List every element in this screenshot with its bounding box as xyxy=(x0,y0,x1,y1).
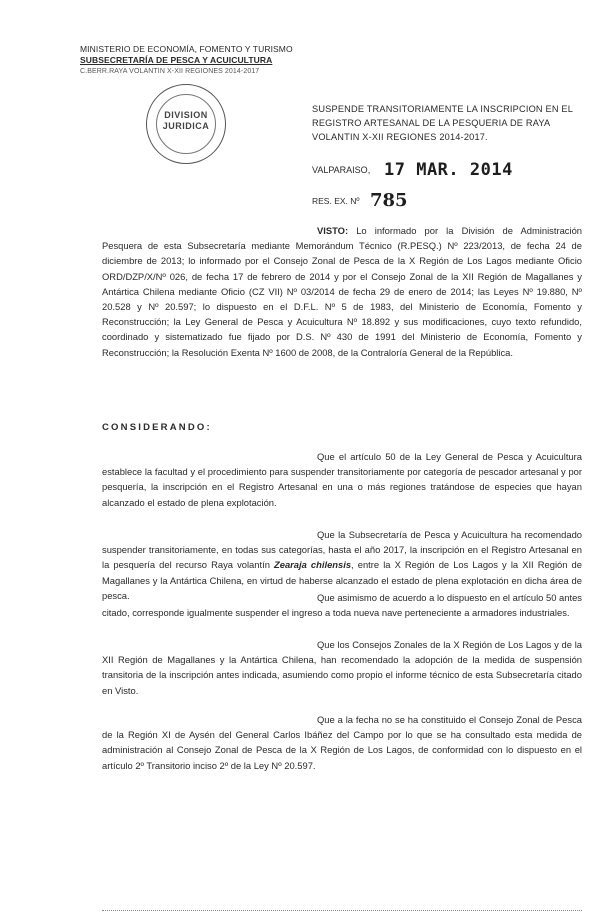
considerando-paragraph-5: Que a la fecha no se ha constituido el Consejo Zonal de Pesca de la Región XI de Aysén del General Carlos Ibáñez del Campo por lo que se ha consultado esta medida de administración al Consejo Zonal de Pesca de la X Región de Los Lagos, de conformidad con lo dispuesto en el artículo 2º Transitorio inciso 2º de la Ley Nº 20.597. xyxy=(102,714,582,771)
visto-text: Lo informado por la División de Administración Pesquera de esta Subsecretaría mediante Memorándum Técnico (R.PESQ.) Nº 223/2013, de fecha 24 de diciembre de 2013; lo informado por el Consejo Zonal de Pesca de la X Región de Los Lagos mediante Oficio ORD/DZP/X/Nº 026, de fecha 17 de febrero de 2014 y por el Consejo Zonal de la XII Región de Magallanes y Antártica Chilena mediante Oficio (CZ VII) Nº 03/2014 de fecha 29 de enero de 2014; las Leyes Nº 19.880, Nº 20.528 y Nº 20.597; lo dispuesto en el D.F.L. Nº 5 de 1983, del Ministerio de Economía, Fomento y Reconstrucción; la Ley General de Pesca y Acuicultura Nº 18.892 y sus modificaciones, cuyo texto refundido, coordinado y sistematizado fue fijado por D.S. Nº 430 de 1991 del Ministerio de Economía, Fomento y Reconstrucción; la Resolución Exenta Nº 1600 de 2008, de la Contraloría General de la República. xyxy=(102,225,582,358)
resolution-number: 785 xyxy=(370,190,408,211)
stamp-line-1: DIVISION xyxy=(164,110,208,120)
p2-text-after: , entre la X Región de Los Lagos y la XII Región de Magallanes y la Antártica Chilena, en virtud de haberse alcanzado el estado de plena explotación en dicha área de pesca. xyxy=(102,559,582,601)
considerando-heading: CONSIDERANDO: xyxy=(102,422,212,433)
ministry-name: MINISTERIO DE ECONOMÍA, FOMENTO Y TURISMO xyxy=(80,44,293,54)
resolution-number-row xyxy=(312,190,572,212)
resolution-subject: SUSPENDE TRANSITORIAMENTE LA INSCRIPCION EN EL REGISTRO ARTESANAL DE LA PESQUERIA DE RAYA VOLANTIN X-XII REGIONES 2014-2017. xyxy=(312,104,573,142)
date-stamp: 17 MAR. 2014 xyxy=(384,160,513,180)
stamp-line-2: JURIDICA xyxy=(162,121,210,131)
considerando-paragraph-4: Que los Consejos Zonales de la X Región de Los Lagos y de la XII Región de Magallanes y la Antártica Chilena, han recomendado la adopción de la medida de suspensión transitoria de la inscripción antes indicada, asumiendo como propio el informe técnico de esta Subsecretaría citado en Visto. xyxy=(102,639,582,696)
letterhead xyxy=(80,44,320,77)
division-juridica-stamp xyxy=(146,84,226,164)
p2-text-before: Que la Subsecretaría de Pesca y Acuicultura ha recomendado suspender transitoriamente, en todas sus categorías, hasta el año 2017, la inscripción en el Registro Artesanal en la pesquería del recurso Raya volantín xyxy=(102,529,582,571)
stamp-text xyxy=(147,110,225,132)
visto-paragraph xyxy=(102,223,582,360)
date-row xyxy=(312,160,572,182)
considerando-paragraph-1: Que el artículo 50 de la Ley General de Pesca y Acuicultura establece la facultad y el procedimiento para suspender transitoriamente por categoría de pescador artesanal y por pesquería, la inscripción en el Registro Artesanal en una o más regiones tratándose de especies que hayan alcanzado el estado de plena explotación. xyxy=(102,451,582,508)
species-name: Zearaja chilensis xyxy=(274,559,352,571)
visto-label: VISTO: xyxy=(317,225,349,236)
place-label: VALPARAISO, xyxy=(312,165,371,175)
file-reference: C.BERR.RAYA VOLANTIN X-XII REGIONES 2014-2017 xyxy=(80,68,260,75)
page-bottom-rule xyxy=(102,910,582,911)
considerando-paragraph-3: Que asimismo de acuerdo a lo dispuesto en el artículo 50 antes citado, corresponde igualmente suspender el ingreso a toda nueva nave perteneciente a armadores industriales. xyxy=(102,592,582,619)
subsecretaria-name: SUBSECRETARÍA DE PESCA Y ACUICULTURA xyxy=(80,55,273,65)
resolution-label: RES. EX. Nº xyxy=(312,196,360,206)
